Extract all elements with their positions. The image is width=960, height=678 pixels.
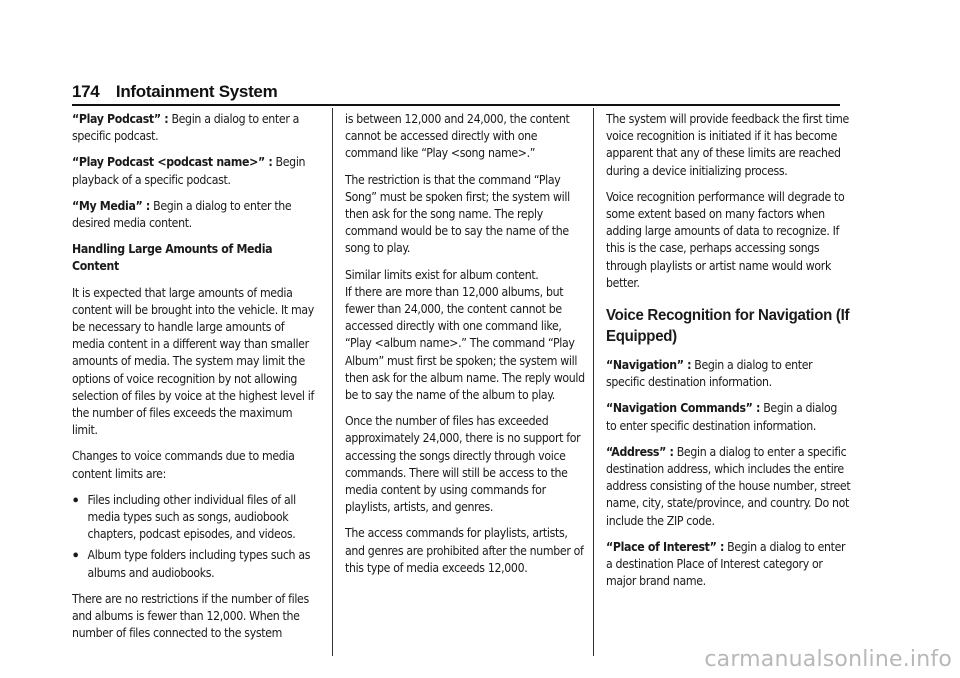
- paragraph: The system will provide feedback the first time voice recognition is initiated if it has become apparent that any of these limits are reached during a device initializing process.: [606, 111, 849, 178]
- page-number: 174: [72, 82, 100, 101]
- list-item: [72, 491, 316, 543]
- command-description: Begin a dialog to enter specific destination information.: [606, 357, 813, 390]
- command-term: “Address” :: [606, 443, 674, 459]
- page-title: Infotainment System: [115, 82, 278, 101]
- command-description: Begin playback of a specific podcast.: [72, 154, 306, 187]
- command-term: “Navigation Commands” :: [606, 400, 761, 416]
- column-divider-left-full: [332, 108, 333, 656]
- command-term: “Navigation” :: [606, 357, 692, 373]
- paragraph: Once the number of files has exceeded approximately 24,000, there is no support for accessing the songs directly through voice commands. There will still be access to the media content by using commands for playlists, artists, and genres.: [345, 413, 581, 515]
- paragraph: The restriction is that the command “Play Song” must be spoken first; the system will then ask for the song name. The reply command would be to say the name of the song to play.: [345, 171, 570, 256]
- bullet-icon: ⦁: [72, 492, 78, 506]
- header-rule: [72, 104, 840, 106]
- watermark: carmanualsonline.info: [704, 647, 952, 672]
- column-right: [606, 110, 850, 598]
- command-description: Begin a dialog to enter a specific destination address, which includes the entire address consisting of the house number, street name, city, state/province, and country. Do not include the ZIP code.: [606, 443, 851, 528]
- command-description: Begin a dialog to enter specific destination information.: [606, 400, 838, 433]
- column-divider-right: [593, 108, 594, 656]
- column-left: [72, 110, 316, 650]
- paragraph: is between 12,000 and 24,000, the content cannot be accessed directly with one command like “Play <song name>.”: [345, 111, 570, 161]
- paragraph: [72, 197, 316, 231]
- paragraph: [606, 443, 850, 529]
- paragraph: [606, 399, 850, 433]
- bullet-list: [72, 491, 316, 581]
- paragraph-line: Similar limits exist for album content.: [345, 266, 539, 282]
- bullet-icon: ⦁: [72, 548, 78, 562]
- command-description: Begin a dialog to enter a specific podcast.: [72, 111, 300, 144]
- paragraph: The access commands for playlists, artists, and genres are prohibited after the number of this type of media exceeds 12,000.: [345, 525, 584, 575]
- page-header: [72, 82, 277, 102]
- paragraph: [345, 266, 589, 283]
- list-item-text: Files including other individual files of all media types such as songs, audiobook chapters, podcast episodes, and videos.: [87, 491, 296, 542]
- column-middle: [345, 110, 589, 585]
- list-item: [72, 546, 316, 580]
- command-term: “Play Podcast” :: [72, 111, 169, 126]
- paragraph: There are no restrictions if the number of files and albums is fewer than 12,000. When the number of files connected to the system: [72, 590, 309, 641]
- paragraph: If there are more than 12,000 albums, but fewer than 24,000, the content cannot be accessed directly with one command like, “Play <album name>.” The command “Play Album” must first be spoken; the system will then ask for the album name. The reply would be to say the name of the album to play.: [345, 283, 585, 403]
- paragraph: It is expected that large amounts of media content will be brought into the vehicle. It may be necessary to handle large amounts of media content in a different way than smaller amounts of media. The system may limit the options of voice recognition by not allowing selection of files by voice at the highest level if the number of files exceeds the maximum limit.: [72, 284, 315, 438]
- command-term: “Play Podcast <podcast name>” :: [72, 154, 273, 170]
- subheading: Handling Large Amounts of Media Content: [72, 241, 273, 274]
- list-item-text: Album type folders including types such as albums and audiobooks.: [87, 547, 311, 580]
- paragraph: [72, 153, 316, 187]
- command-term: “My Media” :: [72, 197, 150, 213]
- command-description: Begin a dialog to enter the desired media content.: [72, 197, 292, 231]
- paragraph: [606, 538, 850, 590]
- command-description: Begin a dialog to enter a destination Place of Interest category or major brand name.: [606, 538, 846, 589]
- section-title: Voice Recognition for Navigation (If Equipped): [606, 307, 850, 346]
- paragraph: [606, 356, 850, 390]
- paragraph: [72, 110, 316, 144]
- command-term: “Place of Interest” :: [606, 538, 725, 554]
- paragraph: Voice recognition performance will degrade to some extent based on many factors when adding large amounts of data to recognize. If this is the case, perhaps accessing songs through playlists or artist name would work better.: [606, 188, 845, 290]
- paragraph: Changes to voice commands due to media content limits are:: [72, 448, 295, 481]
